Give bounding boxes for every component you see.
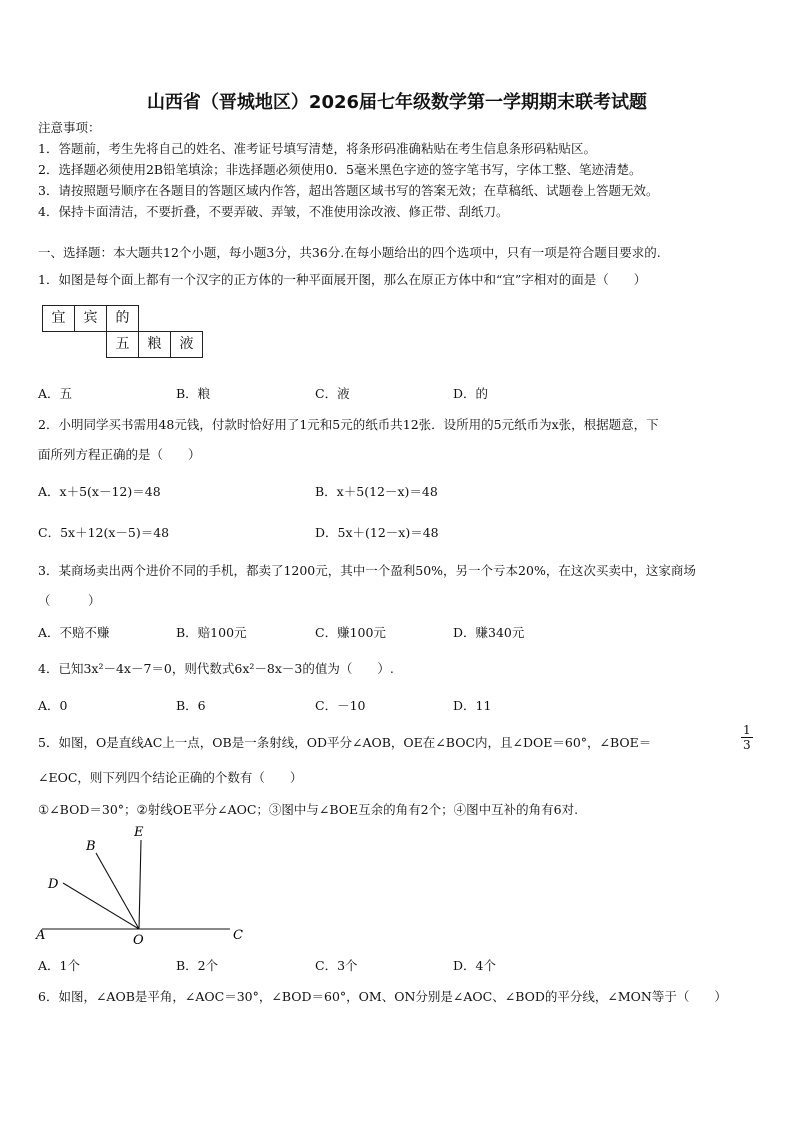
q5-stem-line2: ∠EOC，则下列四个结论正确的个数有（ ） <box>38 770 303 785</box>
q3-option-d[interactable]: D．赚340元 <box>453 625 525 640</box>
fraction-denominator: 3 <box>743 738 751 752</box>
q5-option-d[interactable]: D．4个 <box>453 958 496 973</box>
q3-option-b[interactable]: B．赔100元 <box>176 625 247 640</box>
q1-stem: 1．如图是每个面上都有一个汉字的正方体的一种平面展开图，那么在原正方体中和“宜”字相对的面是（ ） <box>38 272 647 287</box>
q4-option-b[interactable]: B．6 <box>176 698 206 713</box>
label-e: E <box>134 825 144 840</box>
q4-option-a[interactable]: A．0 <box>38 698 68 713</box>
q2-stem-line1: 2．小明同学买书需用48元钱，付款时恰好用了1元和5元的纸币共12张．设所用的5元纸币为x张，根据题意，下 <box>38 417 659 432</box>
net-cell: 的 <box>106 305 139 332</box>
notice-item-1: 1．答题前，考生先将自己的姓名、准考证号填写清楚，将条形码准确粘贴在考生信息条形码粘贴区。 <box>38 141 596 156</box>
angle-figure <box>30 820 260 950</box>
q3-option-c[interactable]: C．赚100元 <box>315 625 386 640</box>
q1-option-c[interactable]: C．液 <box>315 386 350 401</box>
ray-od <box>63 883 139 929</box>
q3-stem-line2: （ ） <box>38 593 101 608</box>
notice-item-2: 2．选择题必须使用2B铅笔填涂；非选择题必须使用0．5毫米黑色字迹的签字笔书写，字体工整、笔迹清楚。 <box>38 162 642 177</box>
q4-stem: 4．已知3x²－4x－7＝0，则代数式6x²－8x－3的值为（ ）. <box>38 661 394 676</box>
label-d: D <box>48 877 59 892</box>
label-c: C <box>233 928 243 943</box>
net-cell: 宜 <box>42 305 75 332</box>
q2-option-c[interactable]: C．5x＋12(x－5)＝48 <box>38 525 170 540</box>
net-cell: 五 <box>106 331 139 358</box>
fraction-numerator: 1 <box>743 723 751 737</box>
notice-item-3: 3．请按照题号顺序在各题目的答题区域内作答，超出答题区域书写的答案无效；在草稿纸、试题卷上答题无效。 <box>38 183 659 198</box>
q3-stem-line1: 3．某商场卖出两个进价不同的手机，都卖了1200元，其中一个盈利50%，另一个亏本20%，在这次买卖中，这家商场 <box>38 563 696 578</box>
q1-option-b[interactable]: B．粮 <box>176 386 211 401</box>
section-heading: 一、选择题：本大题共12个小题，每小题3分，共36分.在每小题给出的四个选项中，只有一项是符合题目要求的. <box>38 245 661 260</box>
page-title: 山西省（晋城地区）2026届七年级数学第一学期期末联考试题 <box>146 92 648 113</box>
q3-option-a[interactable]: A．不赔不赚 <box>38 625 110 640</box>
q5-stem-text: 5．如图，O是直线AC上一点，OB是一条射线，OD平分∠AOB，OE在∠BOC内，且∠DOE＝60°，∠BOE＝ <box>38 735 652 750</box>
label-b: B <box>86 839 96 854</box>
net-cell: 宾 <box>74 305 107 332</box>
q5-fraction <box>741 723 753 752</box>
q6-stem: 6．如图，∠AOB是平角，∠AOC＝30°，∠BOD＝60°，OM、ON分别是∠AOC、∠BOD的平分线，∠MON等于（ ） <box>38 989 727 1004</box>
q5-stem-line3: ①∠BOD＝30°；②射线OE平分∠AOC；③图中与∠BOE互余的角有2个；④图中互补的角有6对. <box>38 802 579 817</box>
net-cell: 粮 <box>138 331 171 358</box>
q1-option-d[interactable]: D．的 <box>453 386 489 401</box>
label-o: O <box>133 933 144 948</box>
ray-oe <box>139 840 141 929</box>
q5-option-c[interactable]: C．3个 <box>315 958 358 973</box>
q2-option-a[interactable]: A．x＋5(x－12)＝48 <box>38 484 161 499</box>
q5-option-a[interactable]: A．1个 <box>38 958 80 973</box>
q5-stem-line1 <box>38 735 651 751</box>
q4-option-c[interactable]: C．－10 <box>315 698 366 713</box>
notice-heading: 注意事项： <box>38 120 101 135</box>
ray-ob <box>96 853 139 929</box>
net-cell: 液 <box>170 331 203 358</box>
q5-option-b[interactable]: B．2个 <box>176 958 219 973</box>
q2-option-d[interactable]: D．5x＋(12－x)＝48 <box>315 525 439 540</box>
q4-option-d[interactable]: D．11 <box>453 698 492 713</box>
q1-option-a[interactable]: A．五 <box>38 386 73 401</box>
label-a: A <box>36 928 46 943</box>
q2-option-b[interactable]: B．x＋5(12－x)＝48 <box>315 484 438 499</box>
notice-item-4: 4．保持卡面清洁，不要折叠，不要弄破、弄皱，不准使用涂改液、修正带、刮纸刀。 <box>38 204 509 219</box>
q2-stem-line2: 面所列方程正确的是（ ） <box>38 447 201 462</box>
